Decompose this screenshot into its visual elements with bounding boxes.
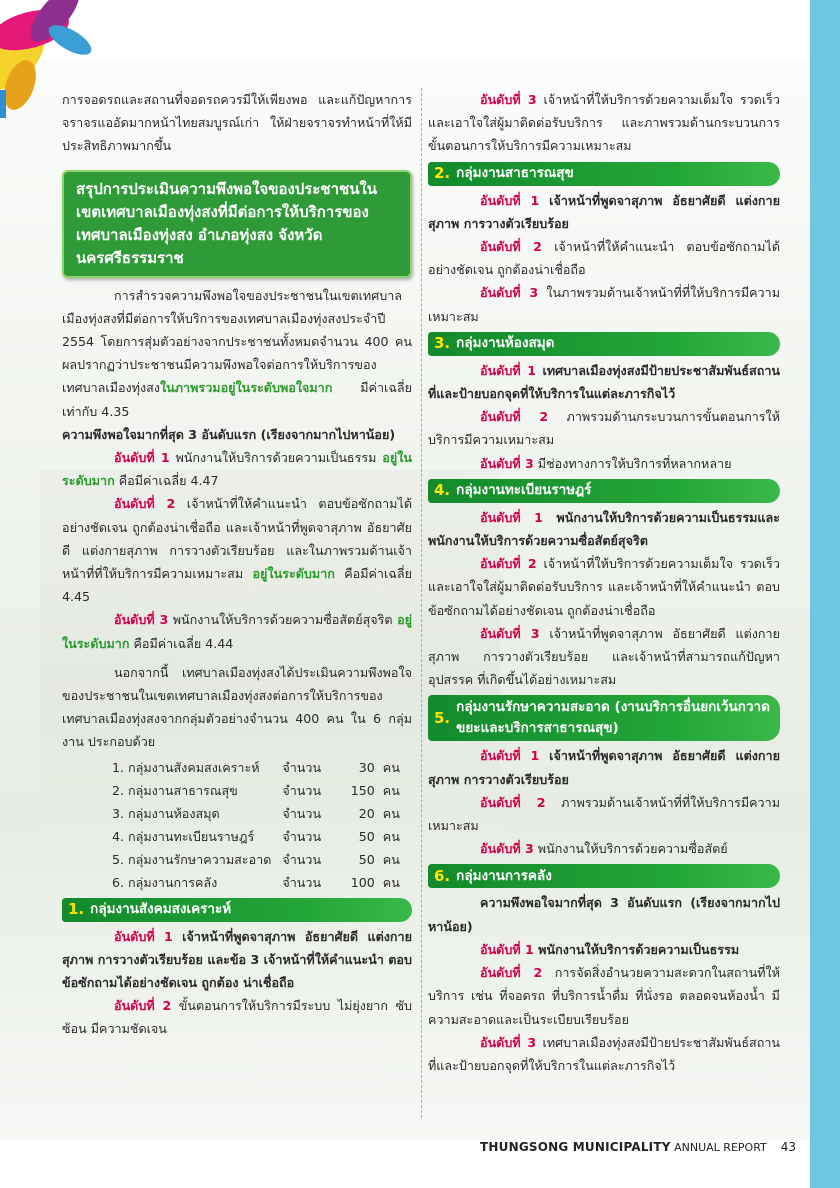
rank-label: อันดับที่ 2 xyxy=(480,965,543,981)
overall-rank-1 xyxy=(62,446,412,492)
group-count-label: จำนวน xyxy=(282,874,322,890)
section-4-rank-1 xyxy=(428,506,780,552)
rank-label: อันดับที่ 3 xyxy=(480,92,537,107)
section-4-rank-2 xyxy=(428,552,780,622)
section-number: 6. xyxy=(434,866,451,885)
rank-text: การจัดสิ่งอำนวยความสะดวกในสถานที่ให้บริการ เช่น ที่จอดรถ ที่บริการน้ำดื่ม ที่นั่งรอ ตลอดจนห้องน้ำ มีความสะอาดและเป็นระเบียบเรียบร้อย xyxy=(428,965,780,1027)
section-5-rank-2 xyxy=(428,791,780,837)
rank-label: อันดับที่ 2 xyxy=(480,556,537,572)
rank-label: อันดับที่ 1 xyxy=(114,928,173,944)
rank-text: ภาพรวมด้านกระบวนการขั้นตอนการให้บริการมีความเหมาะสม xyxy=(428,409,780,448)
survey-average: มีค่าเฉลี่ยเท่ากับ 4.35 xyxy=(62,380,412,419)
rank-text: พนักงานให้บริการด้วยความเป็นธรรมและพนักงานให้บริการด้วยความซื่อสัตย์สุจริต xyxy=(428,509,780,549)
rank-text: เจ้าหน้าที่ให้บริการด้วยความเต็มใจ รวดเร็ว และเอาใจใส่ผู้มาติดต่อรับบริการ และเจ้าหน้าที่ให้คำแนะนำ ตอบข้อซักถามได้อย่างชัดเจน ถูกต้องน่าเชื่อถือ xyxy=(428,556,781,618)
right-column xyxy=(428,88,780,1077)
group-name: 1. กลุ่มงานสังคมสงเคราะห์ xyxy=(112,759,260,775)
section-3-rank-3 xyxy=(428,452,780,475)
survey-text: การสำรวจความพึงพอใจของประชาชนในเขตเทศบาลเมืองทุ่งสงที่มีต่อการให้บริการของเทศบาลเมืองทุ่งสงประจำปี 2554 โดยการสุ่มตัวอย่างจากประชาชนทั้งหมดจำนวน 400 คน ผลปรากฏว่าประชาชนมีความพึงพอใจต่อการให้บริการของเทศบาลเมืองทุ่งสง xyxy=(62,287,412,396)
rank-label: อันดับที่ 3 xyxy=(480,455,534,471)
group-count: 50 xyxy=(358,828,375,844)
summary-title: สรุปการประเมินความพึงพอใจของประชาชนในเขตเทศบาลเมืองทุ่งสงที่มีต่อการให้บริการของเทศบาลเมืองทุ่งสง อำเภอทุ่งสง จังหวัดนครศรีธรรมราช xyxy=(76,179,378,267)
section-title: กลุ่มงานรักษาความสะอาด (งานบริการอื่นยกเว้นกวาดขยะและบริการสาธารณสุข) xyxy=(456,699,770,737)
rank-average: คือมีค่าเฉลี่ย 4.44 xyxy=(129,635,234,651)
group-count-label: จำนวน xyxy=(282,828,322,844)
section-header-library xyxy=(428,332,780,356)
rank-label: อันดับที่ 1 xyxy=(480,941,534,957)
rank-label: อันดับที่ 3 xyxy=(480,625,540,641)
section-title: กลุ่มงานทะเบียนราษฎร์ xyxy=(456,482,592,499)
survey-level: ในภาพรวมอยู่ในระดับพอใจมาก xyxy=(160,380,333,396)
group-count: 50 xyxy=(358,851,375,867)
section-header-public-health xyxy=(428,162,780,186)
rank-text: พนักงานให้บริการด้วยความเป็นธรรม xyxy=(533,941,740,957)
section-3-rank-2 xyxy=(428,405,780,451)
top3-heading: ความพึงพอใจมากที่สุด 3 อันดับแรก (เรียงจากมากไปหาน้อย) xyxy=(62,426,396,442)
rank-label: อันดับที่ 2 xyxy=(480,794,546,810)
section-number: 4. xyxy=(434,481,451,500)
group-count: 30 xyxy=(358,759,375,775)
rank-label: อันดับที่ 1 xyxy=(480,509,543,525)
summary-title-box xyxy=(62,170,412,278)
footer-subtitle: ANNUAL REPORT xyxy=(670,1141,767,1154)
list-item xyxy=(62,871,412,894)
rank-label: อันดับที่ 2 xyxy=(480,409,549,425)
rank-text: เจ้าหน้าที่พูดจาสุภาพ อัธยาศัยดี แต่งกายสุภาพ การวางตัวเรียบร้อย และเจ้าหน้าที่สามารถแก้ปัญหา อุปสรรค ที่เกิดขึ้นได้อย่างเหมาะสม xyxy=(428,625,781,688)
group-count: 20 xyxy=(358,805,375,821)
section-6-rank-3 xyxy=(428,1031,780,1077)
section-1-rank-2 xyxy=(62,994,412,1040)
intro-paragraph: การจอดรถและสถานที่จอดรถควรมีให้เพียงพอ และแก้ปัญหาการจราจรแออัดมากหน้าไทยสมบูรณ์เก่า ให้ฝ่ายจราจรทำหน้าที่ให้มีประสิทธิภาพมากขึ้น xyxy=(62,92,412,154)
section-header-finance xyxy=(428,864,780,888)
group-count-label: จำนวน xyxy=(282,782,322,798)
group-unit: คน xyxy=(382,805,400,821)
rank-text: พนักงานให้บริการด้วยความซื่อสัตย์สุจริต xyxy=(168,612,398,628)
list-item xyxy=(62,756,412,779)
rank-label: อันดับที่ 2 xyxy=(480,239,542,255)
group-unit: คน xyxy=(382,759,400,775)
footer-brand: THUNGSONG MUNICIPALITY xyxy=(480,1140,671,1154)
rank-label: อันดับที่ 3 xyxy=(480,841,534,857)
group-name: 2. กลุ่มงานสาธารณสุข xyxy=(112,782,238,798)
column-divider xyxy=(421,88,422,1118)
group-name: 5. กลุ่มงานรักษาความสะอาด xyxy=(112,851,272,867)
rank-text: เทศบาลเมืองทุ่งสงมีป้ายประชาสัมพันธ์สถานที่และป้ายบอกจุดที่ให้บริการในแต่ละภารกิจไว้ xyxy=(428,362,781,402)
section-6-intro: ความพึงพอใจมากที่สุด 3 อันดับแรก (เรียงจากมากไปหาน้อย) xyxy=(428,895,780,934)
section-6-rank-1 xyxy=(428,938,780,961)
rank-label: อันดับที่ 1 xyxy=(480,362,536,378)
rank-average: คือมีค่าเฉลี่ย 4.47 xyxy=(114,473,219,489)
left-column xyxy=(62,88,412,1041)
group-unit: คน xyxy=(382,851,400,867)
group-name: 6. กลุ่มงานการคลัง xyxy=(112,874,218,890)
rank-level: อยู่ในระดับมาก xyxy=(62,612,413,651)
overall-rank-2 xyxy=(62,492,412,608)
rank-label: อันดับที่ 2 xyxy=(114,998,172,1014)
rank-level: อยู่ในระดับมาก xyxy=(252,566,335,582)
section-header-civil-registration xyxy=(428,479,780,503)
section-number: 3. xyxy=(434,334,451,353)
section-header-social-welfare xyxy=(62,898,412,922)
rank-text: เจ้าหน้าที่ให้บริการด้วยความเต็มใจ รวดเร็ว และเอาใจใส่ผู้มาติดต่อรับบริการ และภาพรวมด้านกระบวนการขั้นตอนการให้บริการมีความเหมาะสม xyxy=(428,92,781,154)
group-count-label: จำนวน xyxy=(282,759,322,775)
rank-text: เจ้าหน้าที่ให้คำแนะนำ ตอบข้อซักถามได้อย่างชัดเจน ถูกต้องน่าเชื่อถือ และเจ้าหน้าที่พูดจาสุภาพ อัธยาศัยดี แต่งกายสุภาพ การวางตัวเรียบร้อย และในภาพรวมด้านเจ้าหน้าที่ที่ให้บริการมีความเหมาะสม xyxy=(62,496,412,582)
section-title: กลุ่มงานสาธารณสุข xyxy=(456,165,574,181)
rank-text: ภาพรวมด้านเจ้าหน้าที่ที่ให้บริการมีความเหมาะสม xyxy=(428,794,780,834)
rank-text: ขั้นตอนการให้บริการมีระบบ ไม่ยุ่งยาก ซับซ้อน มีความชัดเจน xyxy=(62,998,413,1037)
rank-text: เจ้าหน้าที่พูดจาสุภาพ อัธยาศัยดี แต่งกายสุภาพ การวางตัวเรียบร้อย xyxy=(428,192,780,231)
page-number: 43 xyxy=(780,1140,797,1154)
rank-label: อันดับที่ 1 xyxy=(480,192,540,208)
group-unit: คน xyxy=(382,874,400,890)
rank-text: เจ้าหน้าที่พูดจาสุภาพ อัธยาศัยดี แต่งกายสุภาพ การวางตัวเรียบร้อย และข้อ 3 เจ้าหน้าที่ให้คำแนะนำ ตอบข้อซักถามได้อย่างชัดเจน ถูกต้อง น่าเชื่อถือ xyxy=(62,928,412,991)
section-number: 5. xyxy=(434,708,451,727)
section-5-rank-1 xyxy=(428,744,780,790)
section-title: กลุ่มงานสังคมสงเคราะห์ xyxy=(90,901,232,918)
list-item xyxy=(62,779,412,802)
group-list xyxy=(62,756,412,894)
group-name: 4. กลุ่มงานทะเบียนราษฎร์ xyxy=(112,828,255,844)
rank-text: ในภาพรวมด้านเจ้าหน้าที่ที่ให้บริการมีความเหมาะสม xyxy=(428,285,780,324)
group-unit: คน xyxy=(382,782,400,798)
rank-label: อันดับที่ 1 xyxy=(480,748,540,764)
rank-average: คือมีค่าเฉลี่ย 4.45 xyxy=(62,566,412,605)
section-4-rank-3 xyxy=(428,622,780,692)
list-item xyxy=(62,825,412,848)
rank-text: มีช่องทางการให้บริการที่หลากหลาย xyxy=(533,455,732,471)
group-count-label: จำนวน xyxy=(282,805,322,821)
section-2-rank-2 xyxy=(428,235,780,281)
page-edge-bar xyxy=(810,0,840,1188)
section-number: 1. xyxy=(68,900,85,919)
section-3-rank-1 xyxy=(428,359,780,405)
section-5-rank-3 xyxy=(428,837,780,860)
section-1-rank-3 xyxy=(428,88,780,158)
group-count-label: จำนวน xyxy=(282,851,322,867)
section-header-cleaning xyxy=(428,695,780,741)
rank-label: อันดับที่ 3 xyxy=(480,1034,537,1050)
rank-label: อันดับที่ 2 xyxy=(114,496,176,512)
rank-text: พนักงานให้บริการด้วยความเป็นธรรม xyxy=(169,450,383,466)
rank-text: เจ้าหน้าที่ให้คำแนะนำ ตอบข้อซักถามได้อย่างชัดเจน ถูกต้องน่าเชื่อถือ xyxy=(428,239,781,278)
rank-label: อันดับที่ 3 xyxy=(114,612,169,628)
rank-label: อันดับที่ 3 xyxy=(480,285,539,301)
rank-text: เทศบาลเมืองทุ่งสงมีป้ายประชาสัมพันธ์สถานที่และป้ายบอกจุดที่ให้บริการในแต่ละภารกิจไว้ xyxy=(428,1034,780,1073)
rank-text: เจ้าหน้าที่พูดจาสุภาพ อัธยาศัยดี แต่งกายสุภาพ การวางตัวเรียบร้อย xyxy=(428,748,780,787)
section-2-rank-1 xyxy=(428,189,780,235)
rank-text: พนักงานให้บริการด้วยความซื่อสัตย์ xyxy=(533,841,728,857)
survey-paragraph xyxy=(62,284,412,423)
rank-label: อันดับที่ 1 xyxy=(114,450,170,466)
group-name: 3. กลุ่มงานห้องสมุด xyxy=(112,805,220,821)
section-1-rank-1 xyxy=(62,925,412,995)
group-count: 150 xyxy=(350,782,375,798)
section-title: กลุ่มงานห้องสมุด xyxy=(456,335,555,352)
section-title: กลุ่มงานการคลัง xyxy=(456,867,552,884)
group-count: 100 xyxy=(350,874,375,890)
groups-paragraph: นอกจากนี้ เทศบาลเมืองทุ่งสงได้ประเมินความพึงพอใจของประชาชนในเขตเทศบาลเมืองทุ่งสงต่อการให้บริการของเทศบาลเมืองทุ่งสงจากกลุ่มตัวอย่างจำนวน 400 คน ใน 6 กลุ่มงาน ประกอบด้วย xyxy=(62,664,412,750)
list-item xyxy=(62,848,412,871)
section-number: 2. xyxy=(434,164,451,182)
section-6-rank-2 xyxy=(428,961,780,1031)
overall-rank-3 xyxy=(62,608,412,654)
list-item xyxy=(62,802,412,825)
page-footer xyxy=(480,1140,796,1154)
section-2-rank-3 xyxy=(428,281,780,327)
group-unit: คน xyxy=(382,828,400,844)
rank-level: อยู่ในระดับมาก xyxy=(62,450,412,489)
